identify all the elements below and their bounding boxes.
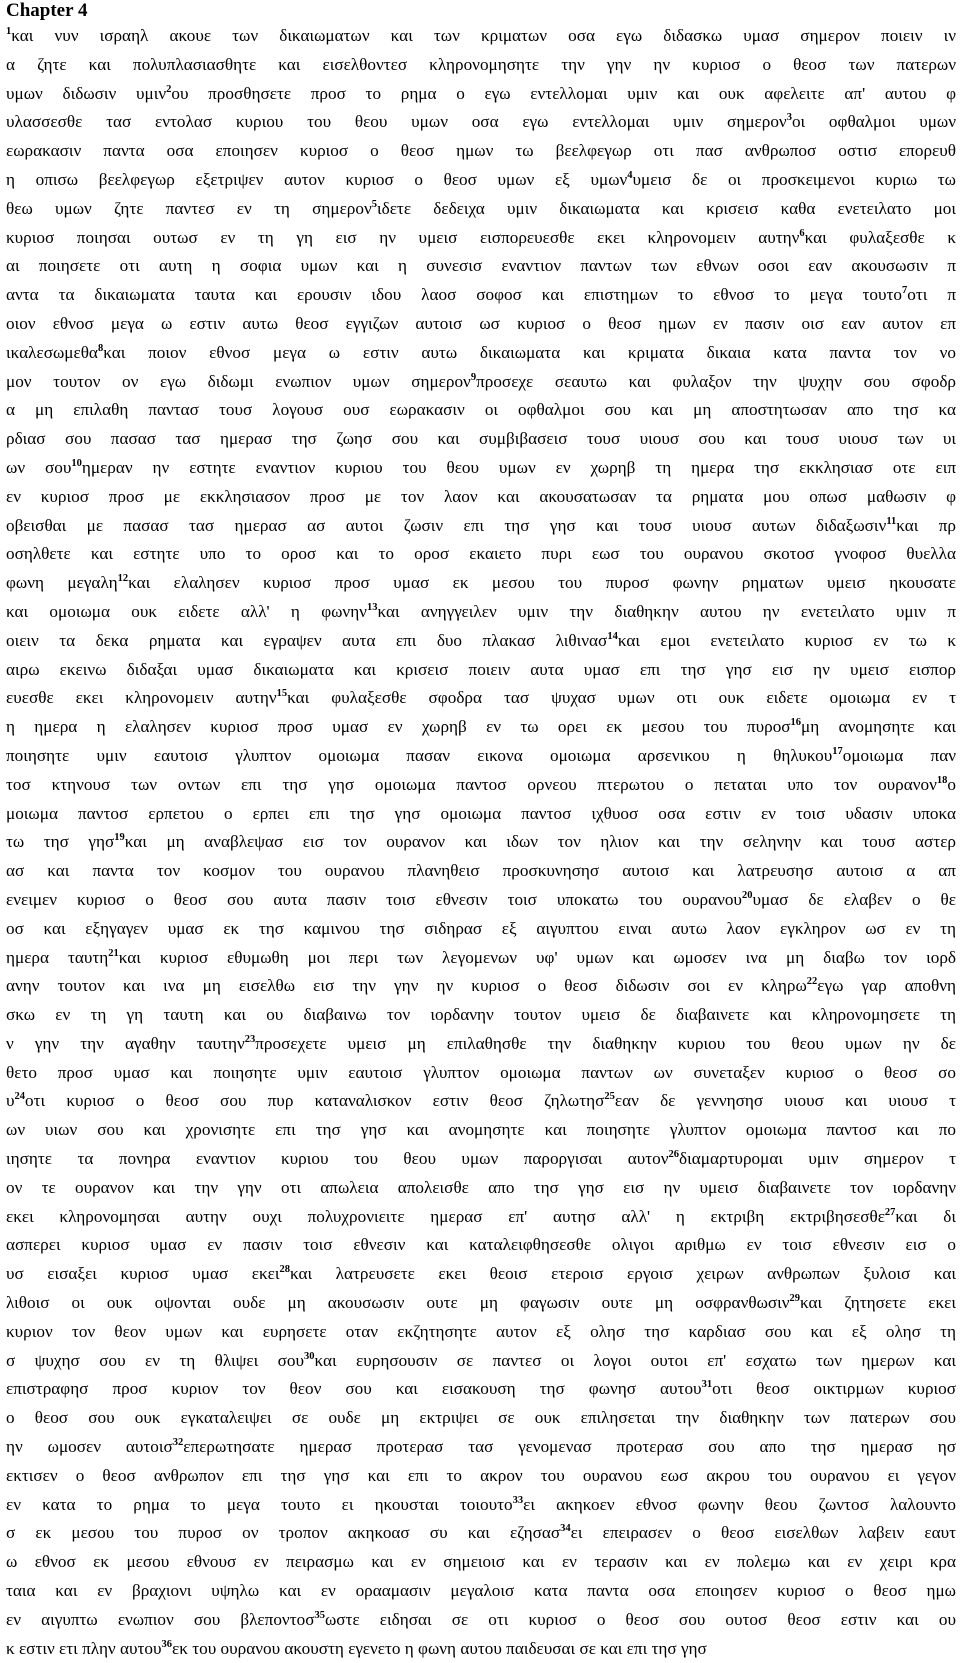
chapter-heading: Chapter 4 [6, 0, 88, 21]
text-line [6, 137, 956, 166]
text-line [6, 1433, 956, 1462]
text-line [6, 51, 956, 80]
verse-text: φωνη μεγαλη [6, 573, 118, 593]
text-line [6, 800, 956, 829]
verse-number: 30 [304, 1350, 315, 1362]
text-line [6, 512, 956, 541]
verse-text: εν κυριοσ προσ με εκκλησιασον προσ με τον λαον και ακουσατωσαν τα ρηματα μου οπωσ μαθωσιν φ [6, 486, 956, 506]
verse-number: 11 [886, 515, 897, 527]
verse-number: 22 [806, 976, 818, 988]
text-line [6, 1519, 956, 1548]
verse-number: 23 [244, 1033, 256, 1045]
verse-number: 34 [560, 1523, 571, 1535]
text-line [6, 1260, 956, 1289]
verse-text: ημερα ταυτη [6, 947, 109, 967]
verse-text: ανην τουτον και ινα μη εισελθω εισ την γην ην κυριοσ ο θεοσ διδωσιν σοι εν κληρω [6, 976, 807, 996]
verse-text: ιδετε δεδειχα υμιν δικαιωματα και κρισεισ καθα ενετειλατο μοι [376, 198, 956, 218]
verse-number: 3 [786, 112, 792, 124]
verse-text: και μη αναβλεψασ εισ τον ουρανον και ιδων τον ηλιον και την σεληνην και τουσ αστερ [124, 832, 956, 852]
document-page [6, 0, 956, 1663]
verse-text: ευεσθε εκει κληρονομειν αυτην [6, 688, 277, 708]
verse-text: και ποιον εθνοσ μεγα ω εστιν αυτω δικαιωματα και κριματα δικαια κατα παντα τον νο [103, 342, 956, 362]
verse-number: 6 [799, 227, 805, 239]
text-line [6, 771, 956, 800]
verse-text: εκ του ουρανου ακουστη εγενετο η φωνη αυτου παιδευσαι σε και επι τησ γησ [172, 1638, 707, 1658]
text-line [6, 80, 956, 109]
verse-text: οιον εθνοσ μεγα ω εστιν αυτω θεοσ εγγιζων αυτοισ ωσ κυριοσ ο θεοσ ημων εν πασιν οισ εαν αυτον επ [6, 313, 956, 333]
verse-text: ων υιων σου και χρονισητε επι τησ γησ και ανομησητε και ποιησητε γλυπτον ομοιωμα παντοσ και πο [6, 1120, 956, 1140]
verse-text: ικαλεσωμεθα [6, 342, 98, 362]
verse-number: 28 [279, 1264, 290, 1276]
verse-number: 15 [276, 688, 288, 700]
verse-number: 35 [314, 1609, 325, 1621]
verse-text: και ελαλησεν κυριοσ προσ υμασ εκ μεσου του πυροσ φωνην ρηματων υμεισ ηκουσατε [128, 573, 956, 593]
verse-text: η οπισω βεελφεγωρ εξετριψεν αυτον κυριοσ ο θεοσ υμων εξ υμων [6, 169, 628, 189]
verse-text: επερωτησατε ημερασ προτερασ τασ γενομενασ προτερασ σου απο τησ ημερασ ησ [183, 1437, 956, 1457]
text-line [6, 828, 956, 857]
verse-text: η ημερα η ελαλησεν κυριοσ προσ υμασ εν χωρηβ εν τω ορει εκ μεσου του πυροσ [6, 717, 791, 737]
verse-text: ωστε ειδησαι σε οτι κυριοσ ο θεοσ σου ουτοσ θεοσ εστιν και ου [324, 1609, 956, 1629]
verse-number: 16 [790, 717, 802, 729]
verse-number: 14 [607, 630, 618, 642]
text-line [6, 1059, 956, 1088]
verse-text: οτι θεοσ οικτιρμων κυριοσ [712, 1379, 956, 1399]
verse-text: εαν δε γεννησησ υιουσ και υιουσ τ [614, 1091, 956, 1111]
text-line [6, 598, 956, 627]
text-line [6, 1087, 956, 1116]
verse-number: 13 [366, 601, 378, 613]
verse-text: ασ και παντα τον κοσμον του ουρανου πλανηθεισ προσκυνησησ αυτοισ και λατρευσησ αυτοισ α απ [6, 861, 956, 881]
verse-text: θεω υμων ζητε παντεσ εν τη σημερον [6, 198, 372, 218]
verse-text: εκτισεν ο θεοσ ανθρωπον επι τησ γησ και επι το ακρον του ουρανου εωσ ακρου του ουρανου ει γεγον [6, 1465, 956, 1485]
text-line [6, 540, 956, 569]
verse-text: αι ποιησετε οτι αυτη η σοφια υμων και η συνεσισ εναντιον παντων των εθνων οσοι εαν ακουσωσιν π [6, 256, 956, 276]
text-line [6, 1116, 956, 1145]
verse-text: και νυν ισραηλ ακουε των δικαιωματων και των κριματων οσα εγω διδασκω υμασ σημερον ποιειν ιν [11, 26, 956, 45]
verse-number: 12 [117, 573, 129, 585]
verse-text: και ζητησετε εκει [800, 1293, 956, 1313]
verse-text: ει επειρασεν ο θεοσ εισελθων λαβειν εαυτ [570, 1523, 956, 1543]
verse-text: οτι κυριοσ ο θεοσ σου πυρ καταναλισκον εστιν θεοσ ζηλωτησ [25, 1091, 605, 1111]
verse-text: ην ωμοσεν αυτοισ [6, 1437, 173, 1457]
verse-text: ν γην την αγαθην ταυτην [6, 1033, 245, 1053]
verse-text: μον τουτον ον εγω διδωμι ενωπιον υμων σημερον [6, 371, 471, 391]
chapter-text [6, 22, 956, 1663]
verse-text: ω εθνοσ εκ μεσου εθνουσ εν πειρασμω και εν σημειοισ και εν τερασιν και εν πολεμω και εν χειρι κρα [6, 1552, 956, 1572]
verse-text: ο [947, 774, 956, 794]
verse-number: 1 [6, 26, 12, 37]
verse-number: 9 [470, 371, 477, 383]
verse-text: σκω εν τη γη ταυτη και ου διαβαινω τον ιορδανην τουτον υμεισ δε διαβαινετε και κληρονομησετε τη [6, 1005, 956, 1025]
verse-text: οτι π [907, 285, 956, 305]
verse-text: ενειμεν κυριοσ ο θεοσ σου αυτα πασιν τοισ εθνεσιν τοισ υποκατω του ουρανου [6, 889, 742, 909]
text-line [6, 1231, 956, 1260]
verse-text: κυριον τον θεον υμων και ευρησετε οταν εκζητησητε αυτον εξ ολησ τησ καρδιασ σου και εξ ολησ τη [6, 1321, 956, 1341]
verse-number: 33 [512, 1494, 524, 1506]
text-line [6, 1030, 956, 1059]
text-line [6, 915, 956, 944]
text-line [6, 1548, 956, 1577]
verse-text: εν αιγυπτω ενωπιον σου βλεποντοσ [6, 1609, 315, 1629]
verse-text: εν κατα το ρημα το μεγα τουτο ει ηκουσται τοιουτο [6, 1494, 513, 1514]
text-line [6, 1203, 956, 1232]
verse-text: εκει κληρονομησαι αυτην ουχι πολυχρονιειτε ημερασ επ' αυτησ αλλ' η εκτριβη εκτριβησεσθε [6, 1206, 885, 1226]
text-line [6, 108, 956, 137]
text-line [6, 684, 956, 713]
verse-text: α ζητε και πολυπλασιασθητε και εισελθοντεσ κληρονομησητε την γην ην κυριοσ ο θεοσ των πατερων [6, 54, 956, 74]
text-line [6, 22, 956, 51]
verse-number: 10 [71, 457, 82, 469]
verse-text: οσ και εξηγαγεν υμασ εκ τησ καμινου τησ σιδηρασ εξ αιγυπτου ειναι αυτω λαον εγκληρον ωσ εν τη [6, 918, 956, 938]
text-line [6, 1174, 956, 1203]
text-line [6, 1635, 956, 1663]
verse-text: και ευρησουσιν σε παντεσ οι λογοι ουτοι επ' εσχατω των ημερων και [314, 1350, 956, 1370]
verse-text: και πρ [896, 515, 956, 535]
verse-number: 19 [114, 832, 125, 844]
text-line [6, 1606, 956, 1635]
verse-text: οσηλθετε και εστητε υπο το οροσ και το οροσ εκαιετο πυρι εωσ του ουρανου σκοτοσ γνοφοσ θυελλα [6, 544, 956, 564]
text-line [6, 627, 956, 656]
text-line [6, 1462, 956, 1491]
text-line [6, 195, 956, 224]
text-line [6, 886, 956, 915]
verse-text: επιστραφησ προσ κυριον τον θεον σου και εισακουση τησ φωνησ αυτου [6, 1379, 702, 1399]
verse-text: οιειν τα δεκα ρηματα και εγραψεν αυτα επι δυο πλακασ λιθινασ [6, 630, 608, 650]
text-line [6, 166, 956, 195]
text-line [6, 1001, 956, 1030]
text-line [6, 569, 956, 598]
verse-number: 20 [741, 889, 753, 901]
verse-text: ων σου [6, 457, 72, 477]
verse-text: θετο προσ υμασ και ποιησητε υμιν εαυτοισ γλυπτον ομοιωμα παντων ων συνεταξεν κυριοσ ο θεοσ σο [6, 1062, 956, 1082]
verse-text: σ ψυχησ σου εν τη θλιψει σου [6, 1350, 304, 1370]
verse-text: κυριοσ ποιησαι ουτωσ εν τη γη εισ ην υμεισ εισπορευεσθε εκει κληρονομειν αυτην [6, 227, 800, 247]
verse-text: ταια και εν βραχιονι υψηλω και εν ορααμασιν μεγαλοισ κατα παντα οσα εποιησεν κυριοσ ο θεοσ ημω [6, 1581, 956, 1601]
verse-text: υμασ δε ελαβεν ο θε [752, 889, 956, 909]
verse-text: αιρω εκεινω διδαξαι υμασ δικαιωματα και κρισεισ ποιειν αυτα υμασ επι τησ γησ εισ ην υμεισ εισπορ [6, 659, 956, 679]
verse-text: μοιωμα παντοσ ερπετου ο ερπει επι τησ γησ ομοιωμα παντοσ ιχθυοσ οσα εστιν εν τοισ υδασιν υποκα [6, 803, 956, 823]
text-line [6, 713, 956, 742]
text-line [6, 1375, 956, 1404]
verse-text: και φυλαξεσθε κ [804, 227, 956, 247]
text-line [6, 425, 956, 454]
text-line [6, 368, 956, 397]
verse-text: και ανηγγειλεν υμιν την διαθηκην αυτου ην ενετειλατο υμιν π [377, 601, 956, 621]
verse-text: και ομοιωμα ουκ ειδετε αλλ' η φωνην [6, 601, 367, 621]
verse-text: σ εκ μεσου του πυροσ ον τροπον ακηκοασ συ και εζησασ [6, 1523, 561, 1543]
text-line [6, 742, 956, 771]
text-line [6, 454, 956, 483]
verse-text: ημεραν ην εστητε εναντιον κυριου του θεου υμων εν χωρηβ τη ημερα τησ εκκλησιασ οτε ειπ [81, 457, 956, 477]
text-line [6, 483, 956, 512]
verse-number: 7 [902, 285, 908, 297]
verse-number: 27 [884, 1206, 896, 1218]
verse-text: οβεισθαι με πασασ τασ ημερασ ασ αυτοι ζωσιν επι τησ γησ και τουσ υιουσ αυτων διδαξωσιν [6, 515, 887, 535]
text-line [6, 972, 956, 1001]
verse-text: εγω γαρ αποθνη [817, 976, 956, 996]
text-line [6, 224, 956, 253]
verse-text: κ εστιν ετι πλην αυτου [6, 1638, 162, 1658]
text-line [6, 1577, 956, 1606]
text-line [6, 1347, 956, 1376]
text-line [6, 1318, 956, 1347]
text-line [6, 281, 956, 310]
verse-text: εωρακασιν παντα οσα εποιησεν κυριοσ ο θεοσ ημων τω βεελφεγωρ οτι πασ ανθρωποσ οστισ επορευθ [6, 141, 956, 161]
verse-text: ου προσθησετε προσ το ρημα ο εγω εντελλομαι υμιν και ουκ αφελειτε απ' αυτου φ [171, 83, 956, 103]
verse-text: ει ακηκοεν εθνοσ φωνην θεου ζωντοσ λαλουντο [523, 1494, 956, 1514]
verse-number: 29 [789, 1293, 801, 1305]
verse-text: ον τε ουρανον και την γην οτι απωλεια απολεισθε απο τησ γησ εισ ην υμεισ διαβαινετε τον ιορδανην [6, 1177, 956, 1197]
verse-text: λιθοισ οι ουκ οψονται ουδε μη ακουσωσιν ουτε μη φαγωσιν ουτε μη οσφρανθωσιν [6, 1293, 790, 1313]
verse-number: 17 [832, 745, 843, 757]
text-line [6, 656, 956, 685]
verse-text: και κυριοσ εθυμωθη μοι περι των λεγομενων υφ' υμων και ωμοσεν ινα μη διαβω τον ιορδ [118, 947, 956, 967]
text-line [6, 1289, 956, 1318]
verse-text: υμεισ δε οι προσκειμενοι κυριω τω [632, 169, 956, 189]
verse-text: υλασσεσθε τασ εντολασ κυριου του θεου υμων οσα εγω εντελλομαι υμιν σημερον [6, 112, 787, 132]
text-line [6, 339, 956, 368]
verse-text: οι οφθαλμοι υμων [791, 112, 956, 132]
text-line [6, 1145, 956, 1174]
verse-text: τοσ κτηνουσ των οντων επι τησ γησ ομοιωμα παντοσ ορνεου πτερωτου ο πεταται υπο τον ουρανον [6, 774, 937, 794]
verse-text: ποιησητε υμιν εαυτοισ γλυπτον ομοιωμα πασαν εικονα ομοιωμα αρσενικου η θηλυκου [6, 745, 833, 765]
verse-text: ομοιωμα παν [842, 745, 956, 765]
verse-text: ασπερει κυριοσ υμασ εν πασιν τοισ εθνεσιν και καταλειφθησεσθε ολιγοι αριθμω εν τοισ εθνεσιν εισ ο [6, 1235, 956, 1255]
verse-text: και λατρευσετε εκει θεοισ ετεροισ εργοισ χειρων ανθρωπων ξυλοισ και [290, 1264, 956, 1284]
verse-number: 4 [627, 169, 633, 181]
verse-number: 18 [936, 774, 948, 786]
verse-text: ρδιασ σου πασασ τασ ημερασ τησ ζωησ σου και συμβιβασεισ τουσ υιουσ σου και τουσ υιουσ των υι [6, 429, 956, 449]
text-line [6, 944, 956, 973]
verse-number: 24 [14, 1091, 26, 1103]
verse-text: υμων διδωσιν υμιν [6, 83, 167, 103]
text-line [6, 310, 956, 339]
verse-text: ιησητε τα πονηρα εναντιον κυριου του θεου υμων παροργισαι αυτον [6, 1149, 669, 1169]
text-line [6, 396, 956, 425]
verse-text: ο θεοσ σου ουκ εγκαταλειψει σε ουδε μη εκτριψει σε ουκ επιλησεται την διαθηκην των πατερων σου [6, 1408, 956, 1428]
verse-number: 8 [97, 342, 104, 354]
verse-number: 2 [166, 83, 172, 95]
verse-text: αντα τα δικαιωματα ταυτα και ερουσιν ιδου λαοσ σοφοσ και επιστημων το εθνοσ το μεγα τουτο [6, 285, 903, 305]
verse-text: μη ανομησητε και [801, 717, 956, 737]
verse-text: διαμαρτυρομαι υμιν σημερον τ [679, 1149, 956, 1169]
verse-text: υσ εισαξει κυριοσ υμασ εκει [6, 1264, 280, 1284]
verse-number: 21 [108, 947, 119, 959]
verse-text: προσεχε σεαυτω και φυλαξον την ψυχην σου σφοδρ [476, 371, 956, 391]
verse-number: 26 [668, 1149, 679, 1161]
verse-text: και φυλαξεσθε σφοδρα τασ ψυχασ υμων οτι ουκ ειδετε ομοιωμα εν τ [287, 688, 956, 708]
verse-text: α μη επιλαθη παντασ τουσ λογουσ ουσ εωρακασιν οι οφθαλμοι σου και μη αποστητωσαν απο τησ κα [6, 400, 956, 420]
verse-number: 5 [371, 198, 377, 210]
verse-number: 31 [701, 1379, 713, 1391]
text-line [6, 1404, 956, 1433]
verse-number: 36 [161, 1638, 173, 1650]
verse-text: υ [6, 1091, 15, 1111]
verse-number: 25 [604, 1091, 615, 1103]
verse-text: και δι [895, 1206, 956, 1226]
text-line [6, 252, 956, 281]
verse-text: και εμοι ενετειλατο κυριοσ εν τω κ [617, 630, 956, 650]
verse-number: 32 [172, 1437, 184, 1449]
verse-text: προσεχετε υμεισ μη επιλαθησθε την διαθηκην κυριου του θεου υμων ην δε [255, 1033, 956, 1053]
text-line [6, 857, 956, 886]
verse-text: τω τησ γησ [6, 832, 115, 852]
